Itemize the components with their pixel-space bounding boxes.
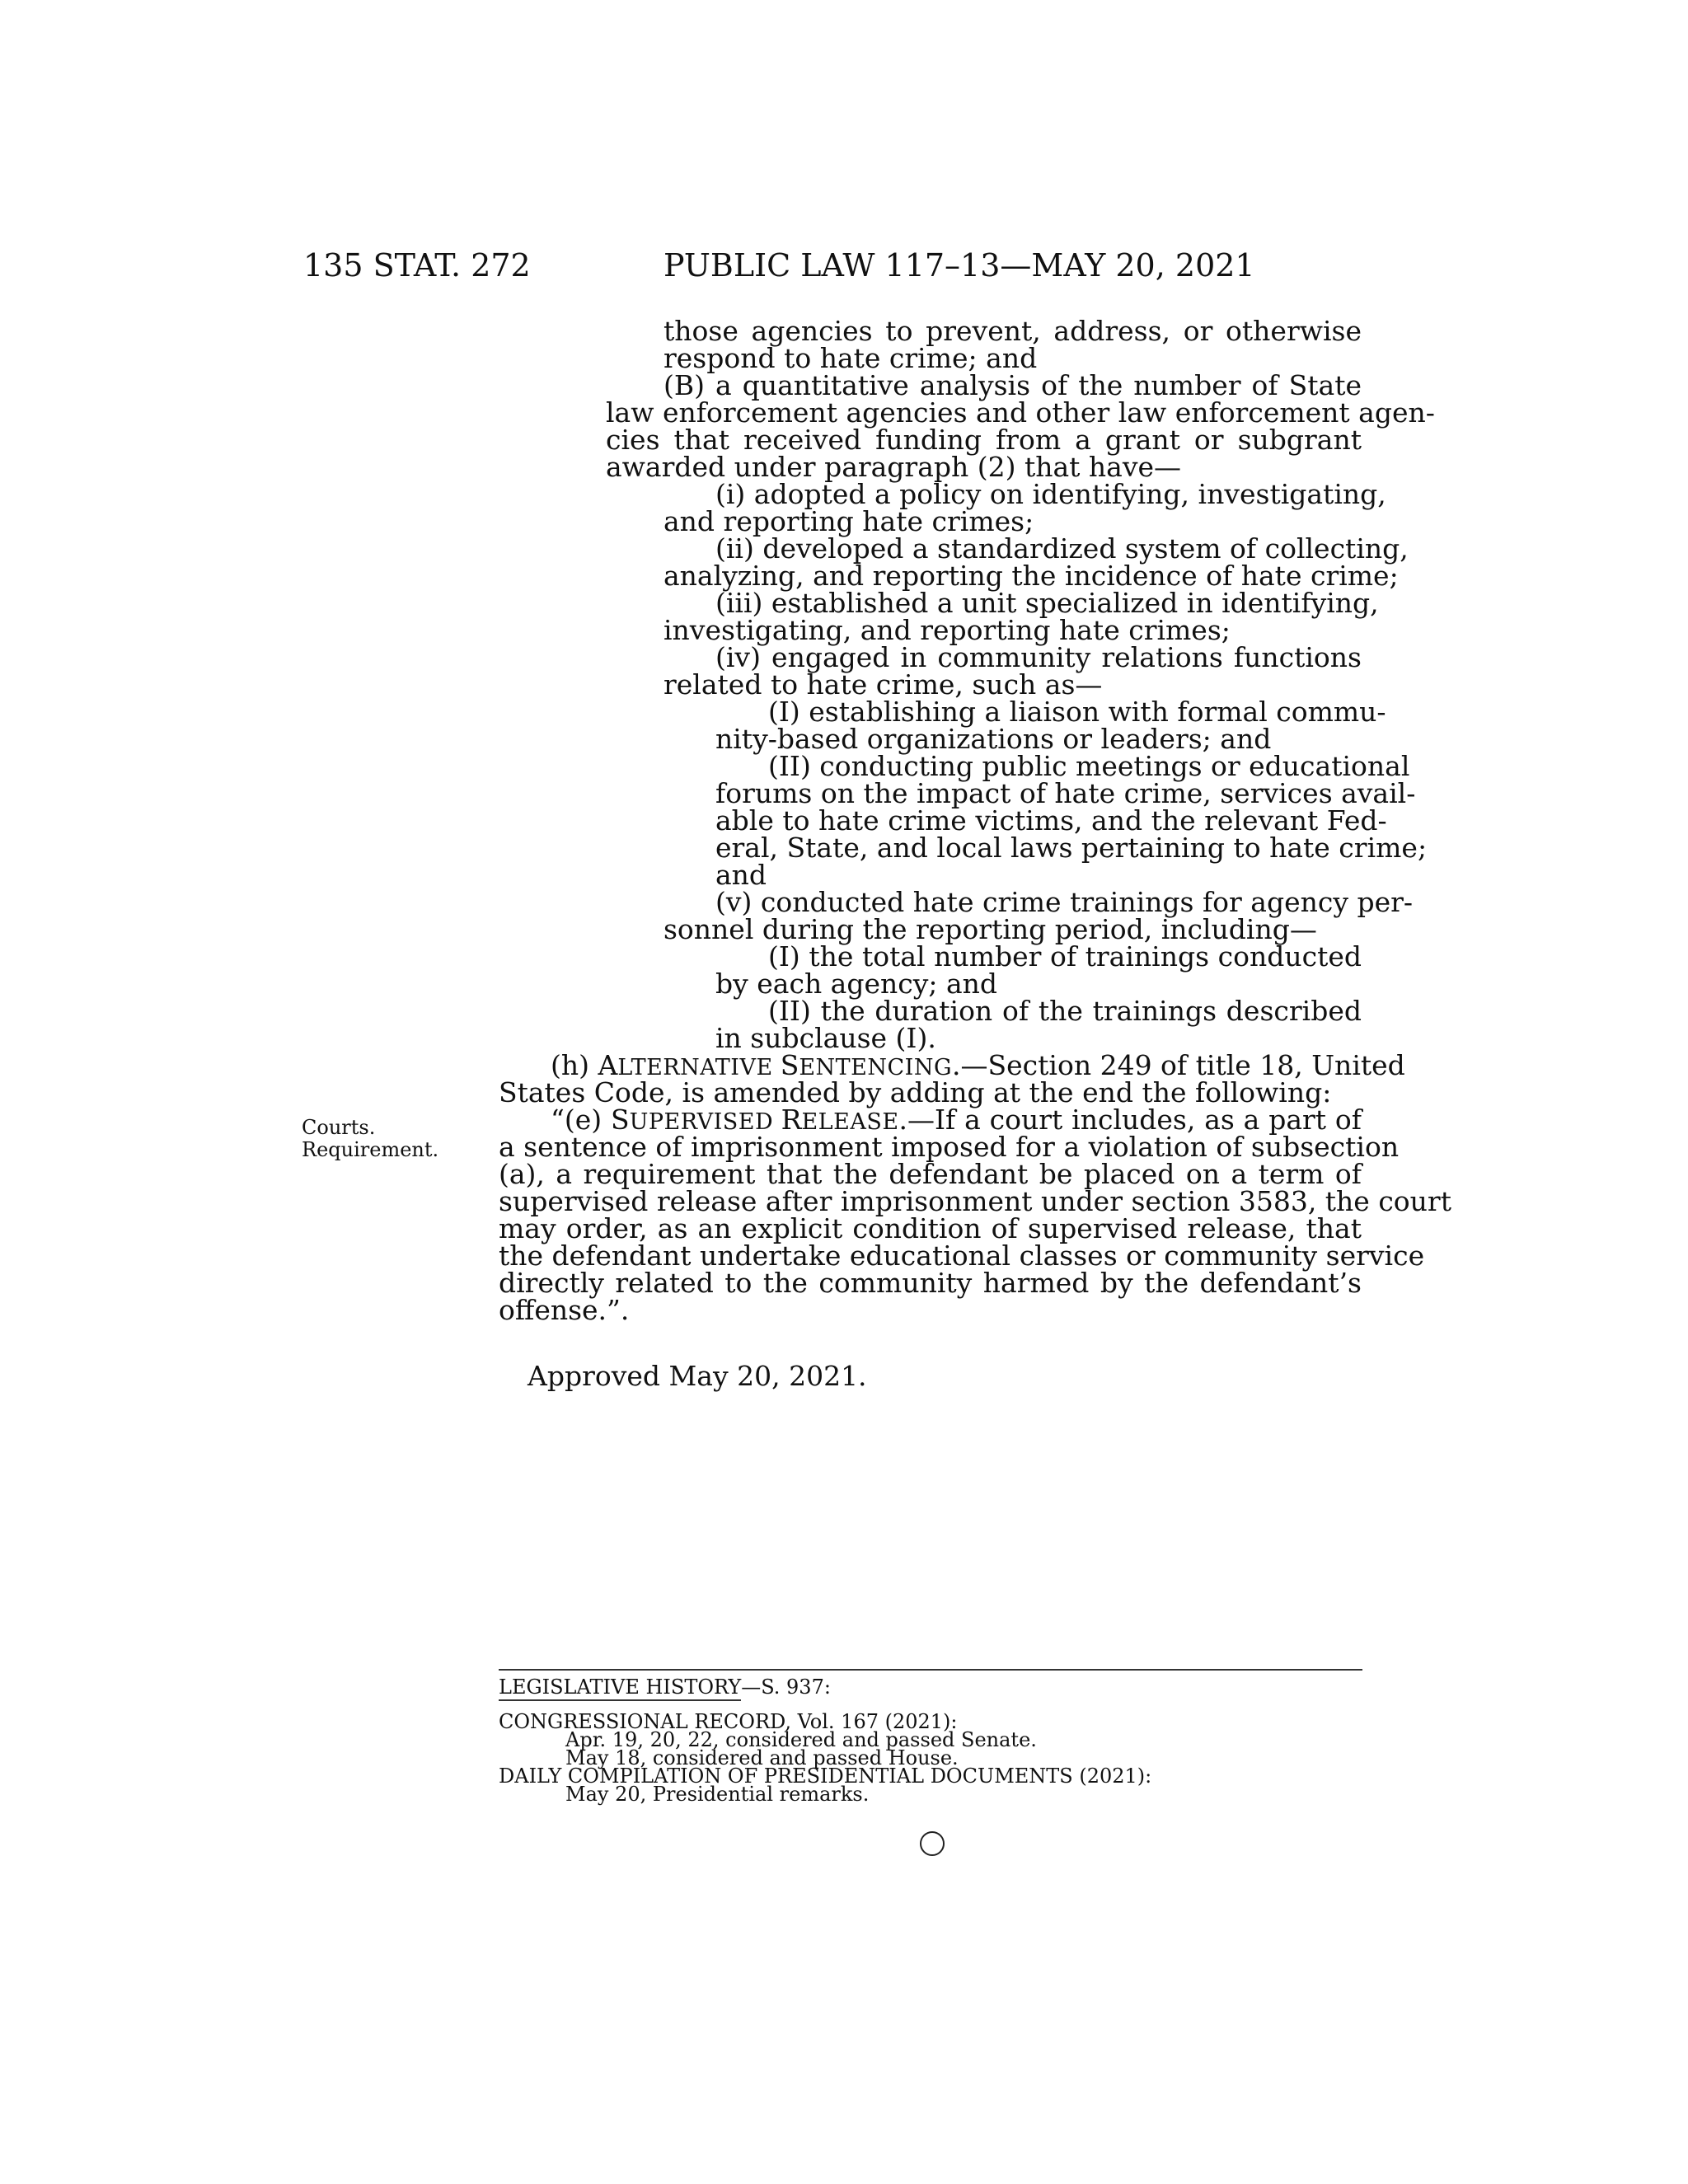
body-line: (I) establishing a liaison with formal commu-	[768, 696, 1386, 728]
section-h-heading-cap: S	[780, 1049, 799, 1081]
section-e-line: directly related to the community harmed by the defendant’s	[499, 1267, 1362, 1299]
body-line: forums on the impact of hate crime, services avail-	[715, 777, 1416, 809]
body-line: those agencies to prevent, address, or otherwise	[663, 315, 1362, 347]
section-h-line: States Code, is amended by adding at the end the following:	[499, 1076, 1332, 1108]
section-h-heading-rest: ENTENCING	[799, 1055, 953, 1080]
running-head: PUBLIC LAW 117–13—MAY 20, 2021	[663, 247, 1255, 284]
margin-note-line: Courts.	[302, 1116, 376, 1139]
section-e-heading-rest: ELEASE	[801, 1109, 899, 1135]
history-item: May 20, Presidential remarks.	[565, 1783, 870, 1806]
body-line: respond to hate crime; and	[663, 342, 1038, 374]
body-line: (ii) developed a standardized system of collecting,	[715, 532, 1409, 565]
body-line: in subclause (I).	[715, 1022, 936, 1054]
section-e-line: offense.”.	[499, 1294, 630, 1326]
margin-note-line: Requirement.	[302, 1138, 439, 1161]
section-h-heading-rest: LTERNATIVE	[617, 1055, 781, 1080]
end-of-law-circle-icon	[920, 1831, 945, 1856]
section-e-heading-rest: UPERVISED	[629, 1109, 781, 1135]
body-line: (iv) engaged in community relations functions	[715, 641, 1362, 673]
legislative-history-heading	[499, 1675, 831, 1699]
section-e-heading-cap: S	[611, 1104, 630, 1136]
section-e-line: may order, as an explicit condition of supervised release, that	[499, 1212, 1362, 1244]
section-e-line: the defendant undertake educational classes or community service	[499, 1240, 1425, 1272]
section-e-line: supervised release after imprisonment under section 3583, the court	[499, 1185, 1451, 1217]
body-line: (v) conducted hate crime trainings for agency per-	[715, 886, 1414, 918]
body-line: (I) the total number of trainings conducted	[768, 940, 1362, 972]
margin-note	[302, 1117, 438, 1161]
section-e-heading-cap: R	[781, 1104, 802, 1136]
section-h-prefix: (h)	[551, 1049, 598, 1081]
body-line: awarded under paragraph (2) that have—	[606, 451, 1182, 483]
section-e-line: a sentence of imprisonment imposed for a violation of subsection	[499, 1131, 1400, 1163]
body-line: (II) conducting public meetings or educational	[768, 750, 1410, 782]
body-line: related to hate crime, such as—	[663, 668, 1103, 701]
body-line: nity-based organizations or leaders; and	[715, 723, 1272, 755]
history-item: May 18, considered and passed House.	[565, 1746, 959, 1769]
body-line: analyzing, and reporting the incidence of hate crime;	[663, 560, 1399, 592]
body-line: (i) adopted a policy on identifying, investigating,	[715, 478, 1386, 510]
body-line: law enforcement agencies and other law enforcement agen-	[606, 396, 1435, 429]
body-line: investigating, and reporting hate crimes;	[663, 614, 1231, 646]
body-line: cies that received funding from a grant or subgrant	[606, 424, 1362, 456]
section-e-text: .—If a court includes, as a part of	[898, 1104, 1362, 1136]
body-line: (II) the duration of the trainings described	[768, 995, 1362, 1027]
section-h-text: .—Section 249 of title 18, United	[952, 1049, 1405, 1081]
stat-page-number: 135 STAT. 272	[303, 247, 531, 284]
body-line: by each agency; and	[715, 968, 998, 1000]
presidential-documents-heading: DAILY COMPILATION OF PRESIDENTIAL DOCUMENTS (2021):	[499, 1765, 1152, 1788]
section-e-prefix: “(e)	[551, 1104, 612, 1136]
body-line: and reporting hate crimes;	[663, 505, 1034, 537]
history-item: Apr. 19, 20, 22, considered and passed Senate.	[565, 1728, 1037, 1751]
body-line: and	[715, 859, 767, 891]
approval-date: Approved May 20, 2021.	[528, 1360, 867, 1392]
body-line: (iii) established a unit specialized in identifying,	[715, 587, 1379, 619]
body-line: eral, State, and local laws pertaining to hate crime;	[715, 832, 1428, 864]
body-line: able to hate crime victims, and the relevant Fed-	[715, 804, 1387, 837]
congressional-record-heading: CONGRESSIONAL RECORD, Vol. 167 (2021):	[499, 1710, 958, 1733]
body-line: sonnel during the reporting period, including—	[663, 913, 1317, 945]
body-line: (B) a quantitative analysis of the number of State	[663, 369, 1362, 401]
footer-rule	[499, 1669, 1362, 1671]
section-e-line: (a), a requirement that the defendant be placed on a term of	[499, 1158, 1362, 1190]
legislative-history-bill: —S. 937:	[741, 1675, 831, 1699]
legislative-history-title: LEGISLATIVE HISTORY	[499, 1675, 741, 1701]
section-h-heading-cap: A	[598, 1049, 618, 1081]
